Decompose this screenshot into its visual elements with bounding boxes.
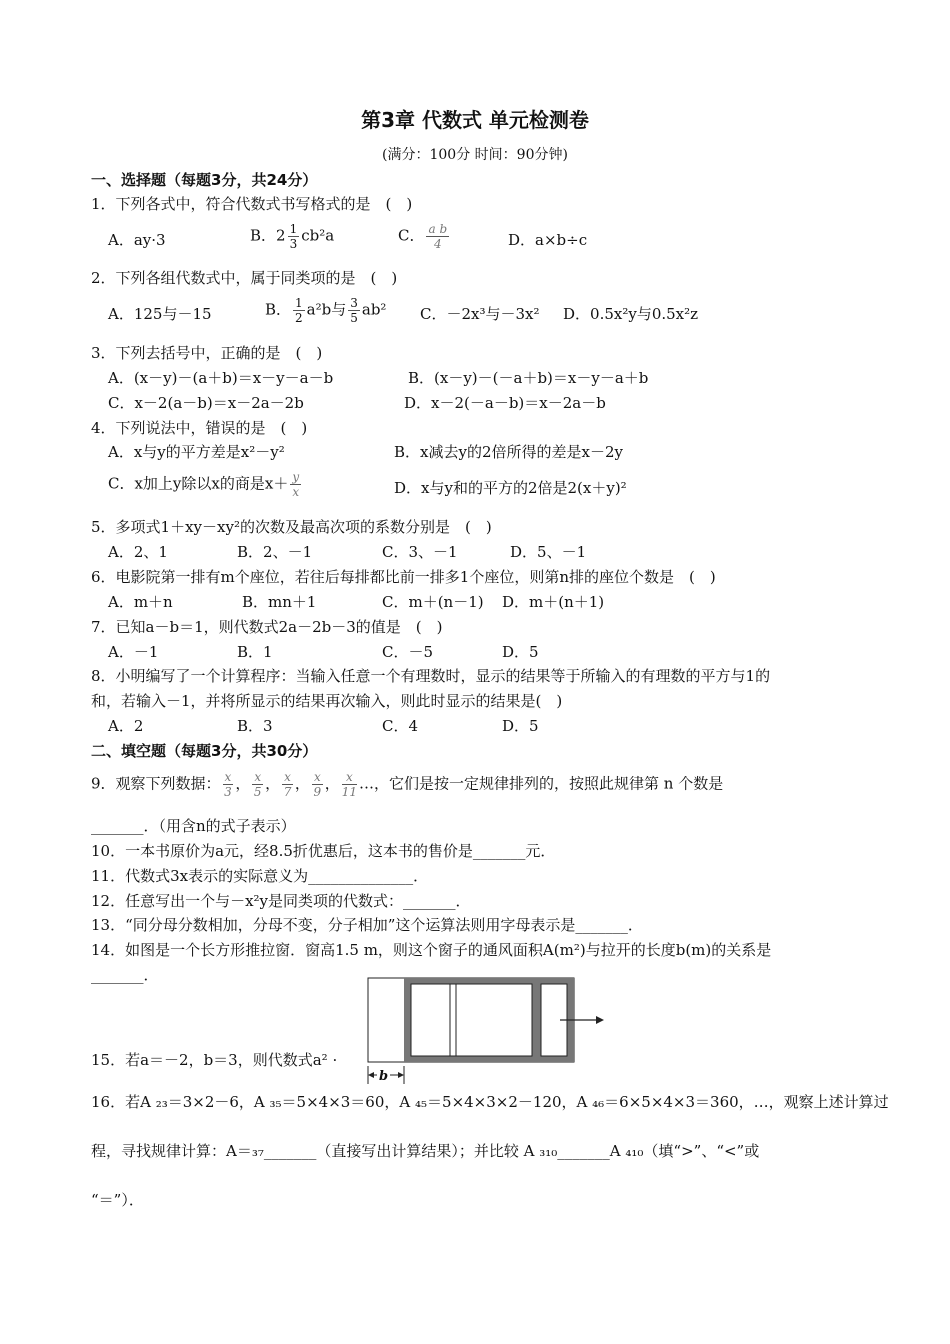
q6-option-b: B．mn＋1 <box>242 593 317 611</box>
q2-b-fraction-1 <box>293 296 305 325</box>
section-fill-heading: 二、填空题（每题3分，共30分） <box>91 742 318 760</box>
question-9: 9．观察下列数据： $\frac{x}{3}$ ， $\frac{x}{5}$ ， $\frac{x}{7}$ ， $\frac{x}{9}$ ， $\frac{x}{11}$ …，它们是按一定规律排列的，按照此规律第 n 个数是 <box>91 770 724 799</box>
question-5: 5．多项式1＋xy－xy²的次数及最高次项的系数分别是 ( ) <box>91 518 492 536</box>
q9-fraction-2 <box>252 770 263 799</box>
b-arrow-left-icon <box>368 1072 374 1078</box>
q9-num: x <box>284 770 291 784</box>
question-10: 10．一本书原价为a元，经8.5折优惠后，这本书的售价是_______元． <box>91 842 556 860</box>
q9-num: x <box>254 770 262 784</box>
q2-b-num2: 3 <box>350 296 358 310</box>
q6-option-a: A．m＋n <box>108 593 173 611</box>
q2-option-a: A．125与－15 <box>108 305 212 323</box>
question-6: 6．电影院第一排有m个座位，若往后每排都比前一排多1个座位，则第n排的座位个数是 ( ) <box>91 568 716 586</box>
q9-num: x <box>313 770 321 784</box>
question-16-line-1: 16．若A ₂₃＝3×2－6，A ₃₅＝5×4×3＝60，A ₄₅＝5×4×3×2－120，A ₄₆＝6×5×4×3＝360，…，观察上述计算过 <box>91 1093 889 1111</box>
q3-option-b: B．(x－y)－(－a＋b)＝x－y－a＋b <box>408 369 649 387</box>
q4-c-fraction <box>290 470 301 499</box>
q2-b-fraction-2 <box>348 296 360 325</box>
q3-option-d: D．x－2(－a－b)＝x－2a－b <box>404 394 606 412</box>
q1-b-den: 3 <box>289 237 298 251</box>
question-7: 7．已知a－b＝1，则代数式2a－2b－3的值是 ( ) <box>91 618 443 636</box>
question-8-line-1: 8．小明编写了一个计算程序：当输入任意一个有理数时，显示的结果等于所输入的有理数的平方与1的 <box>91 667 771 685</box>
q1-c-prefix: C． <box>398 226 425 245</box>
q2-b-suffix: ab² <box>361 300 387 319</box>
question-15: 15．若a＝－2，b＝3，则代数式a² · <box>91 1051 338 1069</box>
q1-option-a: A．ay·3 <box>108 231 166 249</box>
q4-option-c <box>108 470 303 499</box>
question-1: 1．下列各式中，符合代数式书写格式的是 ( ) <box>91 195 413 213</box>
q8-option-c: C．4 <box>382 717 419 735</box>
q2-b-den2: 5 <box>350 311 358 325</box>
q2-b-prefix: B． <box>265 300 292 319</box>
question-8-line-2: 和，若输入－1，并将所显示的结果再次输入，则此时显示的结果是( ) <box>91 692 563 710</box>
q4-option-a: A．x与y的平方差是x²－y² <box>108 443 285 461</box>
question-11: 11．代数式3x表示的实际意义为______________． <box>91 867 429 885</box>
q9-num: x <box>342 770 357 785</box>
page-title: 第3章 代数式 单元检测卷 <box>361 108 589 132</box>
q5-option-b: B．2、－1 <box>237 543 313 561</box>
question-13: 13．“同分母分数相加，分母不变，分子相加”这个运算法则用字母表示是_______． <box>91 916 643 934</box>
q6-option-d: D．m＋(n＋1) <box>502 593 605 611</box>
q2-b-mid: a²b与 <box>306 300 347 319</box>
q4-option-d: D．x与y和的平方的2倍是2(x＋y)² <box>394 479 627 497</box>
question-14-line-1: 14．如图是一个长方形推拉窗．窗高1.5 m，则这个窗子的通风面积A(m²)与拉开的长度b(m)的关系是 <box>91 941 772 959</box>
question-16-line-3: “＝”）． <box>91 1191 144 1209</box>
q9-den-4: 9 <box>313 785 322 799</box>
q1-b-num: 1 <box>289 222 298 236</box>
question-2: 2．下列各组代数式中，属于同类项的是 ( ) <box>91 269 398 287</box>
q9-fraction-1 <box>223 770 234 799</box>
q1-b-prefix: B．2 <box>250 226 286 245</box>
q1-b-suffix: cb²a <box>301 226 335 245</box>
q7-option-d: D．5 <box>502 643 539 661</box>
q5-option-d: D．5、－1 <box>510 543 587 561</box>
q1-c-num: a b <box>428 222 448 236</box>
q5-option-a: A．2、1 <box>108 543 168 561</box>
q1-c-fraction <box>426 222 449 251</box>
b-arrow-right-icon <box>398 1072 404 1078</box>
q2-b-den1: 2 <box>295 311 303 325</box>
q2-option-d: D．0.5x²y与0.5x²z <box>563 305 699 323</box>
q2-option-c: C．－2x³与－3x² <box>420 305 540 323</box>
question-12: 12．任意写出一个与－x²y是同类项的代数式：_______． <box>91 892 471 910</box>
q7-option-b: B．1 <box>237 643 273 661</box>
q4-c-den: x <box>292 485 300 499</box>
q1-option-d: D．a×b÷c <box>508 231 588 249</box>
question-9-line-2: _______．（用含n的式子表示） <box>91 817 296 835</box>
question-3: 3．下列去括号中，正确的是 ( ) <box>91 344 323 362</box>
question-16-line-2: 程，寻找规律计算：A＝₃₇_______（直接写出计算结果）；并比较 A ₃₁₀_______A ₄₁₀（填“>”、“<”或 <box>91 1142 760 1160</box>
q5-option-c: C．3、－1 <box>382 543 458 561</box>
q4-c-num: y <box>292 470 300 484</box>
q1-option-b <box>250 222 334 251</box>
q1-option-c <box>398 222 451 251</box>
q7-option-a: A．－1 <box>108 643 159 661</box>
q3-option-a: A．(x－y)－(a＋b)＝x－y－a－b <box>108 369 334 387</box>
sliding-window-diagram <box>360 976 610 1088</box>
q8-option-b: B．3 <box>237 717 273 735</box>
q6-option-c: C．m＋(n－1) <box>382 593 484 611</box>
q4-c-prefix: C．x加上y除以x的商是x＋ <box>108 474 289 493</box>
q3-option-c: C．x－2(a－b)＝x－2a－2b <box>108 394 304 412</box>
q9-fraction-4 <box>312 770 323 799</box>
page-subtitle: (满分：100分 时间：90分钟) <box>382 147 568 163</box>
q9-fraction-3 <box>282 770 293 799</box>
q9-suffix: …，它们是按一定规律排列的，按照此规律第 n 个数是 <box>359 774 724 793</box>
arrow-head-icon <box>596 1016 604 1024</box>
q9-den-2: 5 <box>253 785 262 799</box>
q9-fraction-5 <box>342 770 357 799</box>
section-choice-heading: 一、选择题（每题3分，共24分） <box>91 171 318 189</box>
q2-option-b <box>265 296 386 325</box>
q2-b-num1: 1 <box>295 296 303 310</box>
q1-b-fraction <box>288 222 300 251</box>
q9-den-3: 7 <box>283 785 292 799</box>
q1-c-den: 4 <box>433 237 442 251</box>
q9-den-1: 3 <box>224 785 232 799</box>
q9-num: x <box>224 770 232 784</box>
b-label: b <box>377 1067 390 1087</box>
q7-option-c: C．－5 <box>382 643 434 661</box>
q8-option-a: A．2 <box>108 717 144 735</box>
window-pane <box>411 984 532 1056</box>
q9-prefix: 9．观察下列数据： <box>91 774 221 793</box>
q8-option-d: D．5 <box>502 717 539 735</box>
question-4: 4．下列说法中，错误的是 ( ) <box>91 419 308 437</box>
q4-option-b: B．x减去y的2倍所得的差是x－2y <box>394 443 623 461</box>
q9-den-5: 11 <box>341 785 358 799</box>
question-14-line-2: _______． <box>91 966 159 984</box>
